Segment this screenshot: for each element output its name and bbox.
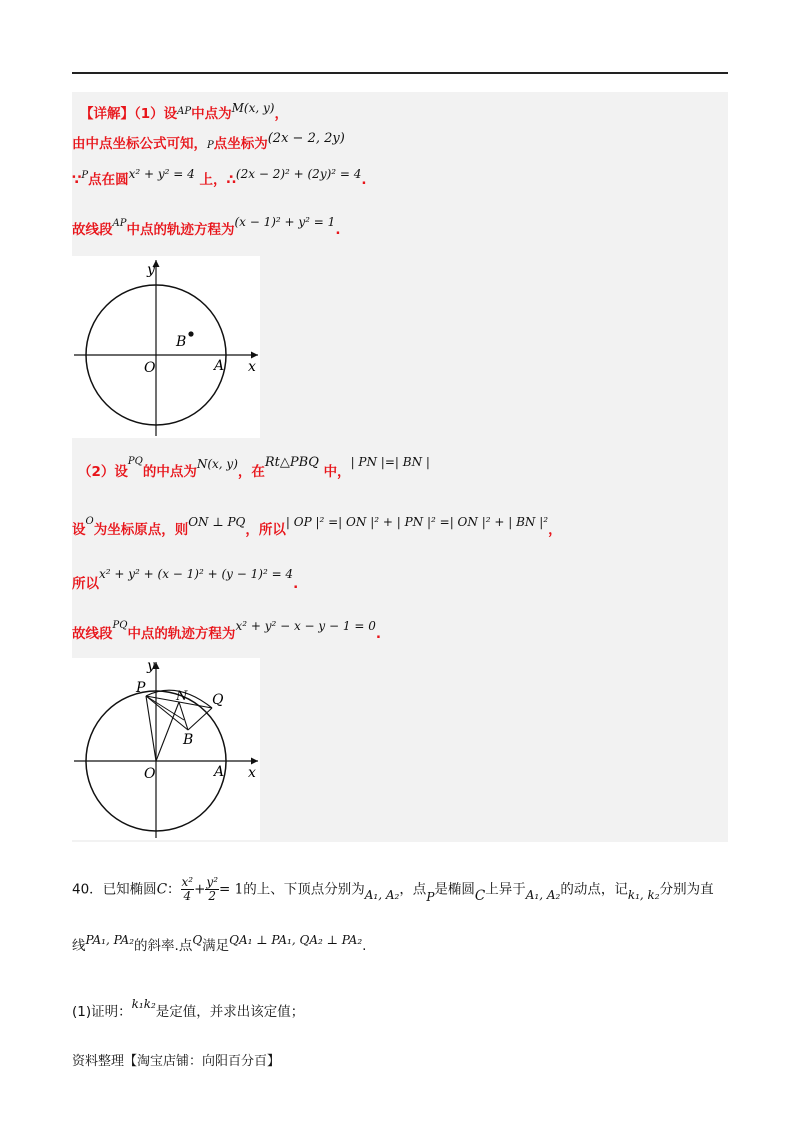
- segment-op: [146, 696, 156, 761]
- p2-line3: 所以x² + y² + (x − 1)² + (y − 1)² = 4.: [72, 567, 299, 592]
- footer-text: 资料整理【淘宝店铺：向阳百分百】: [72, 1054, 281, 1069]
- segment-on: [156, 702, 179, 761]
- p1-line2: 由中点坐标公式可知，P点坐标为(2x − 2, 2y): [72, 131, 345, 152]
- p2-line2: 设$^O$为坐标原点，则ON ⊥ PQ，所以| OP |² =| ON |² + | PN |² =| ON |² + | BN |²，: [72, 515, 562, 538]
- problem40-part1: (1)证明：k₁k₂是定值，并求出该定值；: [72, 997, 305, 1020]
- x-axis-arrow: [251, 352, 258, 359]
- p2-line4: 故线段$^{PQ}$中点的轨迹方程为x² + y² − x − y − 1 = 0.: [72, 619, 381, 642]
- label-p: P: [136, 680, 146, 696]
- label-y: y: [147, 262, 155, 278]
- x-axis-arrow: [251, 758, 258, 765]
- detail-label: 【详解】（1）设: [80, 106, 178, 122]
- label-q: Q: [212, 692, 224, 708]
- fraction-x2-4: $\frac{\text{x²}}{4}$: [181, 875, 194, 903]
- label-o: O: [144, 360, 156, 376]
- problem40-line1: 40．已知椭圆C： $\frac{\text{x²}}{4}$ + $\frac{\text{y²}}{2}$ = 1的上、下顶点分别为A₁, A₂，点P是椭圆C上异于A₁, A₂的动点，记k₁, k₂分别为直: [72, 875, 714, 904]
- label-a: A: [214, 358, 225, 374]
- fraction-y2-2: $\frac{\text{y²}}{2}$: [206, 875, 219, 903]
- p1-line4: 故线段$^{AP}$中点的轨迹方程为(x − 1)² + y² = 1.: [72, 215, 341, 238]
- header-rule: [72, 72, 728, 74]
- p1-line1: 【详解】（1）设$^{AP}$中点为M(x, y)，: [80, 101, 288, 122]
- solution-block: [72, 92, 728, 842]
- label-b: B: [176, 334, 187, 350]
- figure-circle-b: [72, 256, 260, 438]
- figure-circle-pq: [72, 658, 260, 840]
- label-a: A: [214, 764, 225, 780]
- label-y: y: [147, 658, 155, 674]
- label-x: x: [248, 765, 256, 781]
- segment-qb: [188, 708, 212, 730]
- p1-line3: ∵$^P$点在圆x² + y² = 4 上，∴(2x − 2)² + (2y)² = 4.: [72, 167, 367, 188]
- point-b: [188, 331, 193, 336]
- label-x: x: [248, 359, 256, 375]
- label-b: B: [183, 732, 194, 748]
- problem-number: 40．: [72, 881, 103, 898]
- label-o: O: [144, 766, 156, 782]
- label-n: N: [176, 689, 188, 704]
- problem40-line2: 线PA₁, PA₂的斜率.点Q满足QA₁ ⊥ PA₁, QA₂ ⊥ PA₂.: [72, 933, 367, 954]
- p2-line1: （2）设$^{PQ}$的中点为N(x, y)，在Rt△PBQ 中，| PN |=| BN |: [78, 455, 430, 480]
